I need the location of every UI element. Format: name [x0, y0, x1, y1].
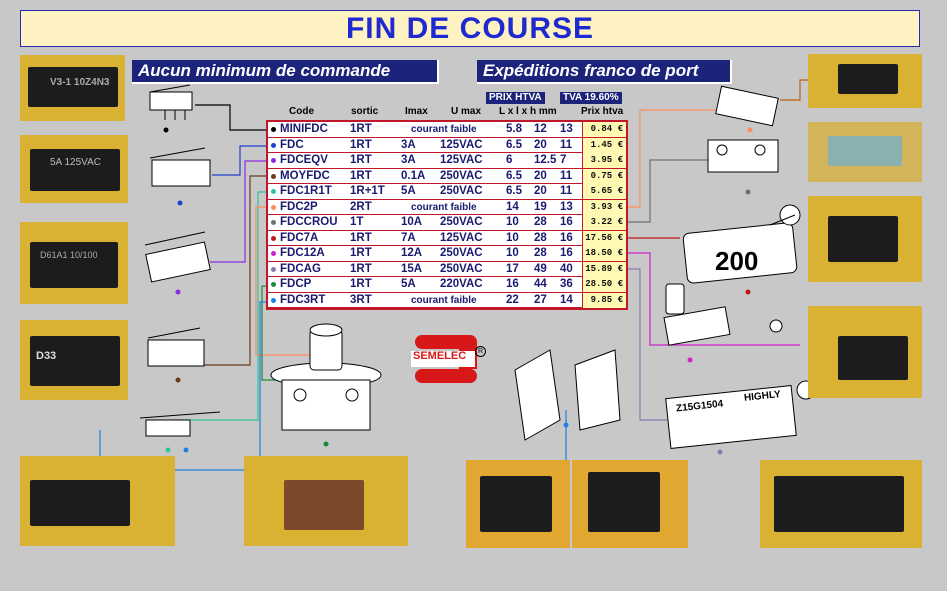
cell-h: 14 [560, 293, 573, 306]
header-imax: Imax [405, 106, 428, 117]
cell-l: 17 [506, 262, 519, 275]
cell-h: 13 [560, 200, 573, 213]
switch-drawing-5 [140, 412, 220, 436]
cell-sortie: 1RT [350, 262, 372, 275]
photo-fdceqv [20, 222, 128, 304]
cell-price: 15.89 € [582, 262, 626, 277]
cell-code: FDCP [280, 278, 312, 290]
cell-w: 12.5 [534, 154, 557, 166]
cell-l: 10 [506, 247, 519, 259]
cell-code: FDCEQV [280, 154, 328, 166]
header-umax: U max [451, 106, 482, 117]
cell-l: 6.5 [506, 169, 522, 182]
photo-fdc3rt-b [572, 460, 688, 548]
leader-fdc2p-r [628, 110, 720, 207]
switch-drawing-3 [145, 232, 210, 282]
cell-code: FDC1R1T [280, 185, 332, 197]
photo-fdc7a [808, 196, 922, 282]
cell-code: MINIFDC [280, 123, 328, 135]
cell-umax: 125VAC [440, 138, 483, 151]
semelec-logo [411, 333, 491, 390]
cell-price: 9.85 € [582, 293, 626, 308]
cell-umax: courant faible [411, 124, 477, 135]
no-minimum-banner: Aucun minimum de commande [132, 60, 439, 84]
cell-umax: courant faible [411, 201, 477, 213]
cell-sortie: 1RT [350, 278, 372, 290]
switch-drawing-1 [150, 85, 192, 120]
cell-h: 40 [560, 262, 573, 275]
cell-l: 10 [506, 231, 519, 244]
cell-sortie: 1R+1T [350, 185, 385, 197]
photo-fdc-label: 5A 125VAC [50, 157, 101, 168]
cell-price: 3.95 € [582, 153, 626, 168]
cell-l: 6 [506, 154, 513, 166]
cell-l: 16 [506, 278, 519, 290]
photo-fdcag [760, 460, 922, 548]
cell-l: 6.5 [506, 138, 522, 151]
cell-h: 11 [560, 185, 573, 197]
cell-imax: 5A [401, 185, 416, 197]
cell-price: 18.50 € [582, 246, 626, 261]
cell-sortie: 2RT [350, 200, 372, 213]
cell-code: FDC2P [280, 200, 318, 213]
cell-imax: 3A [401, 154, 416, 166]
dot-1 [164, 128, 169, 133]
photo-moyfdc [20, 320, 128, 400]
photo-fdcp [244, 456, 408, 546]
cell-code: FDC3RT [280, 293, 326, 306]
header-code: Code [289, 106, 314, 117]
tva-tag: TVA 19.60% [560, 92, 622, 104]
leader-photo-top [780, 80, 808, 100]
switch-drawing-r4 [664, 284, 782, 345]
cell-l: 5.8 [506, 123, 522, 135]
cell-sortie: 1RT [350, 123, 372, 135]
cell-code: FDCCROU [280, 216, 338, 228]
switch-drawing-4 [148, 328, 204, 366]
switch-200-label: 200 [715, 246, 759, 276]
photo-fdceqv-label: D61A1 10/100 [40, 250, 98, 260]
cell-h: 16 [560, 231, 573, 244]
switch-drawing-2 [150, 148, 210, 186]
cell-sortie: 1RT [350, 247, 372, 259]
cell-w: 28 [534, 247, 547, 259]
semelec-logo-text: SEMELEC [413, 350, 467, 362]
switch-z15-label: Z15G1504 [675, 398, 724, 415]
leader-minifdc [195, 105, 266, 130]
cell-imax: 7A [401, 231, 416, 244]
registered-mark: R [475, 346, 486, 357]
plunger-switch-drawing [271, 324, 381, 430]
leader-fdc1r1t [170, 192, 266, 430]
cell-umax: 220VAC [440, 278, 483, 290]
cell-w: 12 [534, 123, 547, 135]
cell-code: FDC7A [280, 231, 319, 244]
cell-h: 16 [560, 216, 573, 228]
cell-w: 44 [534, 278, 547, 290]
cell-w: 19 [534, 200, 547, 213]
photo-r2 [808, 122, 922, 182]
cell-w: 28 [534, 216, 547, 228]
cell-h: 36 [560, 278, 573, 290]
cell-price: 1.45 € [582, 138, 626, 153]
cell-code: FDC12A [280, 247, 325, 259]
cell-l: 6.5 [506, 185, 522, 197]
cell-price: 3.22 € [582, 215, 626, 230]
header-price: Prix htva [581, 106, 624, 117]
cell-imax: 3A [401, 138, 416, 151]
photo-r1 [808, 54, 922, 108]
cell-w: 27 [534, 293, 547, 306]
switch-highly-label: HIGHLY [743, 389, 782, 404]
leader-fdc2p [256, 207, 310, 355]
cell-w: 20 [534, 185, 547, 197]
free-shipping-banner: Expéditions franco de port [477, 60, 732, 84]
cell-imax: 12A [401, 247, 423, 259]
cell-imax: 0.1A [401, 169, 426, 182]
cell-umax: courant faible [411, 294, 477, 306]
cell-h: 13 [560, 123, 573, 135]
photo-fdc3rt-a [466, 460, 570, 548]
cell-w: 20 [534, 138, 547, 151]
photo-minifdc [20, 55, 125, 121]
cell-price: 28.50 € [582, 277, 626, 292]
cell-code: FDC [280, 138, 304, 151]
cell-price: 17.56 € [582, 231, 626, 246]
photo-fdc1r1t [20, 456, 175, 546]
switch-drawing-r5-highly [666, 381, 815, 448]
header-sortie: sortic [351, 106, 379, 117]
cell-code: FDCAG [280, 262, 321, 275]
cell-sortie: 1RT [350, 154, 372, 166]
cell-price: 0.84 € [582, 122, 626, 137]
header-dims: L x l x h mm [499, 106, 557, 117]
cell-price: 3.93 € [582, 200, 626, 215]
cell-sortie: 1T [350, 216, 364, 228]
cell-umax: 250VAC [440, 247, 483, 259]
cell-umax: 125VAC [440, 231, 483, 244]
cell-w: 49 [534, 262, 547, 275]
price-ht-tag: PRIX HTVA [486, 92, 545, 104]
cell-price: 0.75 € [582, 169, 626, 184]
cell-l: 10 [506, 216, 519, 228]
cell-code: MOYFDC [280, 169, 330, 182]
switch-drawing-r1 [716, 86, 779, 125]
cell-h: 7 [560, 154, 567, 166]
cell-imax: 5A [401, 278, 416, 290]
cell-umax: 250VAC [440, 216, 483, 228]
cell-l: 14 [506, 200, 519, 213]
cell-h: 16 [560, 247, 573, 259]
photo-fdc12a [808, 306, 922, 398]
page-title: FIN DE COURSE [20, 10, 920, 47]
cell-umax: 250VAC [440, 169, 483, 182]
cell-umax: 125VAC [440, 154, 483, 166]
cell-sortie: 1RT [350, 169, 372, 182]
cell-umax: 250VAC [440, 262, 483, 275]
photo-fdc [20, 135, 128, 203]
cell-sortie: 3RT [350, 293, 372, 306]
cell-imax: 10A [401, 216, 423, 228]
cell-l: 22 [506, 293, 519, 306]
cell-h: 11 [560, 138, 573, 151]
cell-sortie: 1RT [350, 138, 372, 151]
cell-imax: 15A [401, 262, 423, 275]
cell-h: 11 [560, 169, 573, 182]
photo-moyfdc-label: D33 [36, 350, 57, 362]
cell-w: 28 [534, 231, 547, 244]
cell-w: 20 [534, 169, 547, 182]
cell-sortie: 1RT [350, 231, 372, 244]
cell-umax: 250VAC [440, 185, 483, 197]
switch-drawing-r2 [708, 140, 778, 172]
photo-minifdc-label: V3-1 10Z4N3 [50, 77, 110, 88]
cell-price: 5.65 € [582, 184, 626, 199]
